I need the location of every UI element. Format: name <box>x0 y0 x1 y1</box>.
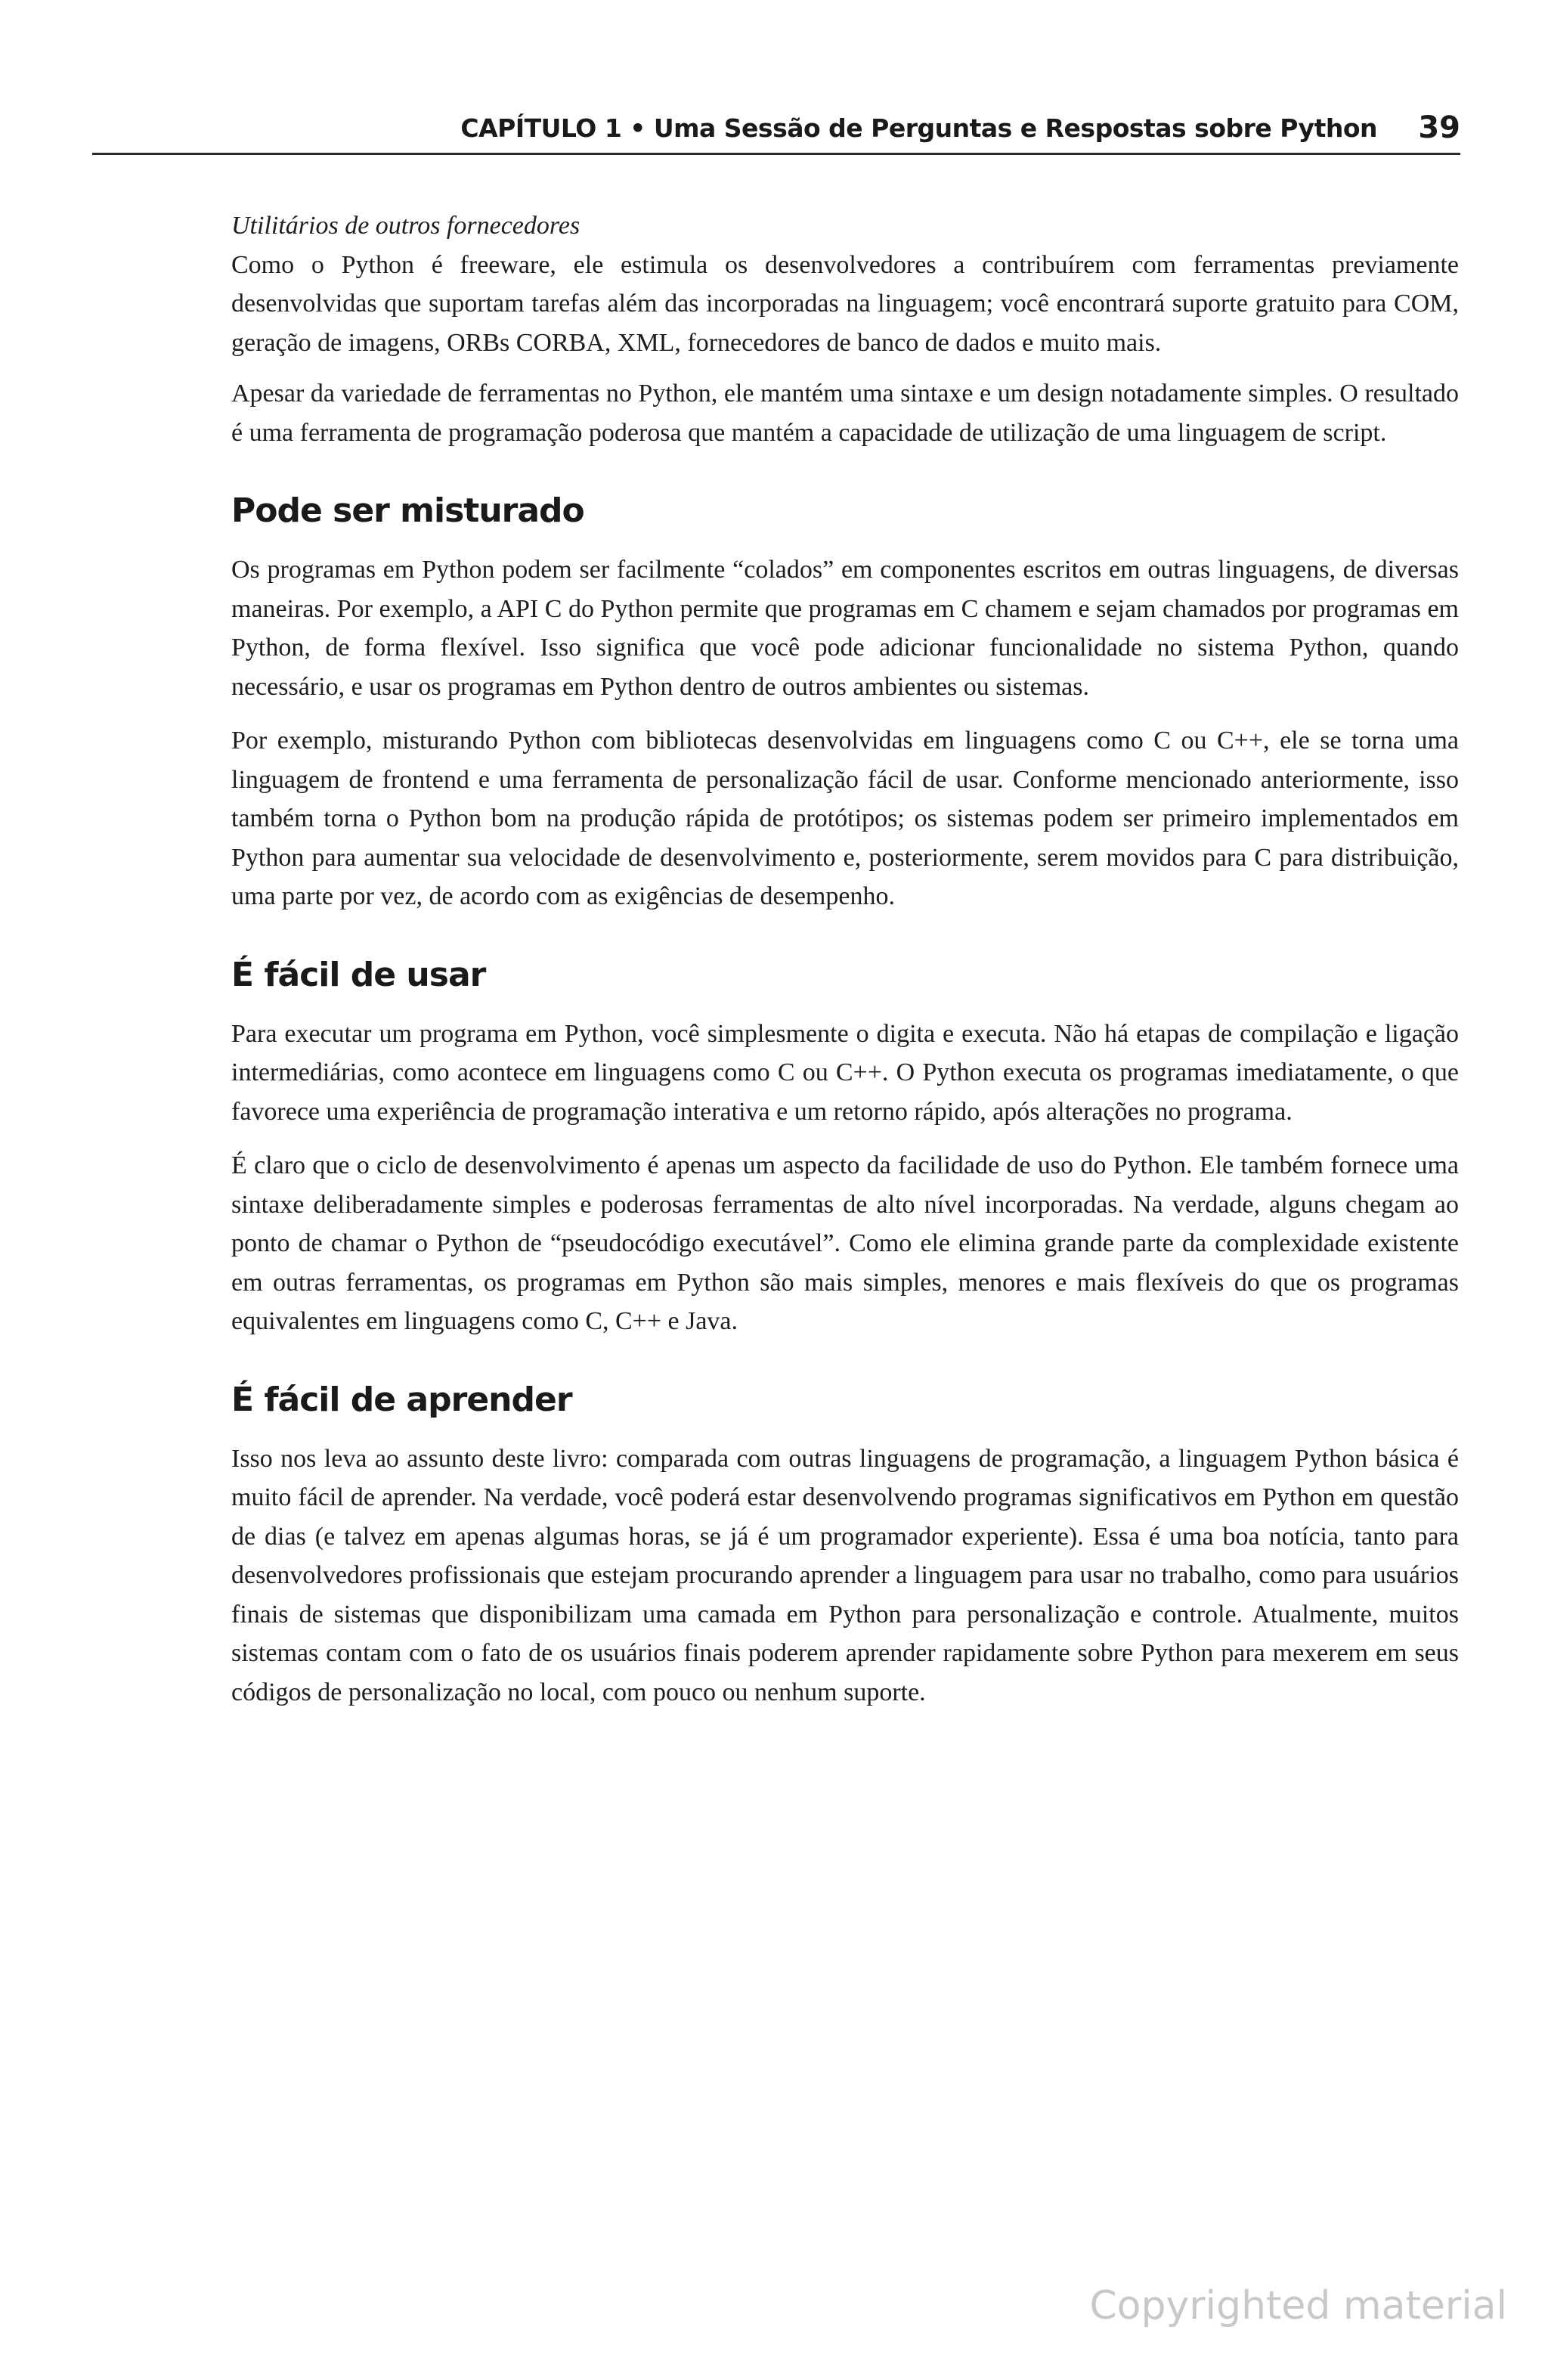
paragraph: Por exemplo, misturando Python com bibliotecas desenvolvidas em linguagens como C ou C++, ele se torna uma linguagem de frontend e uma ferramenta de personalização fácil de usar. Conforme mencionado anteriormente, isso também torna o Python bom na produção rápida de protótipos; os sistemas podem ser primeiro implementados em Python para aumentar sua velocidade de desenvolvimento e, posteriormente, serem movidos para C para distribuição, uma parte por vez, de acordo com as exigências de desempenho. <box>231 727 1459 910</box>
copyright-watermark: Copyrighted material <box>1089 2283 1507 2329</box>
paragraph: Apesar da variedade de ferramentas no Python, ele mantém uma sintaxe e um design notadamente simples. O resultado é uma ferramenta de programação poderosa que mantém a capacidade de utilização de uma linguagem de script. <box>231 380 1459 447</box>
page-body <box>231 193 1459 1712</box>
section-title: Pode ser misturado <box>231 491 584 530</box>
running-header <box>92 106 1460 155</box>
subheading: Utilitários de outros fornecedores <box>231 212 580 240</box>
running-title: CAPÍTULO 1 • Uma Sessão de Perguntas e Respostas sobre Python <box>460 113 1377 143</box>
page-number: 39 <box>1418 110 1460 145</box>
paragraph: Os programas em Python podem ser facilmente “colados” em componentes escritos em outras linguagens, de diversas maneiras. Por exemplo, a API C do Python permite que programas em C chamem e sejam chamados por programas em Python, de forma flexível. Isso significa que você pode adicionar funcionalidade no sistema Python, quando necessário, e usar os programas em Python dentro de outros ambientes ou sistemas. <box>231 556 1459 701</box>
paragraph: Para executar um programa em Python, você simplesmente o digita e executa. Não há etapas de compilação e ligação intermediárias, como acontece em linguagens como C ou C++. O Python executa os programas imediatamente, o que favorece uma experiência de programação interativa e um retorno rápido, após alterações no programa. <box>231 1019 1459 1126</box>
paragraph: É claro que o ciclo de desenvolvimento é apenas um aspecto da facilidade de uso do Python. Ele também fornece uma sintaxe deliberadamente simples e poderosas ferramentas de alto nível incorporadas. Na verdade, alguns chegam ao ponto de chamar o Python de “pseudocódigo executável”. Como ele elimina grande parte da complexidade existente em outras ferramentas, os programas em Python são mais simples, menores e mais flexíveis do que os programas equivalentes em linguagens como C, C++ e Java. <box>231 1151 1459 1335</box>
section-title: É fácil de aprender <box>231 1380 572 1419</box>
section-title: É fácil de usar <box>231 955 486 994</box>
paragraph: Isso nos leva ao assunto deste livro: comparada com outras linguagens de programação, a linguagem Python básica é muito fácil de aprender. Na verdade, você poderá estar desenvolvendo programas significativos em Python em questão de dias (e talvez em apenas algumas horas, se já é um programador experiente). Essa é uma boa notícia, tanto para desenvolvedores profissionais que estejam procurando aprender a linguagem para usar no trabalho, como para usuários finais de sistemas que disponibilizam uma camada em Python para personalização e controle. Atualmente, muitos sistemas contam com o fato de os usuários finais poderem aprender rapidamente sobre Python para mexerem em seus códigos de personalização no local, com pouco ou nenhum suporte. <box>231 1444 1459 1706</box>
paragraph: Como o Python é freeware, ele estimula os desenvolvedores a contribuírem com ferramentas previamente desenvolvidas que suportam tarefas além das incorporadas na linguagem; você encontrará suporte gratuito para COM, geração de imagens, ORBs CORBA, XML, fornecedores de banco de dados e muito mais. <box>231 250 1459 357</box>
